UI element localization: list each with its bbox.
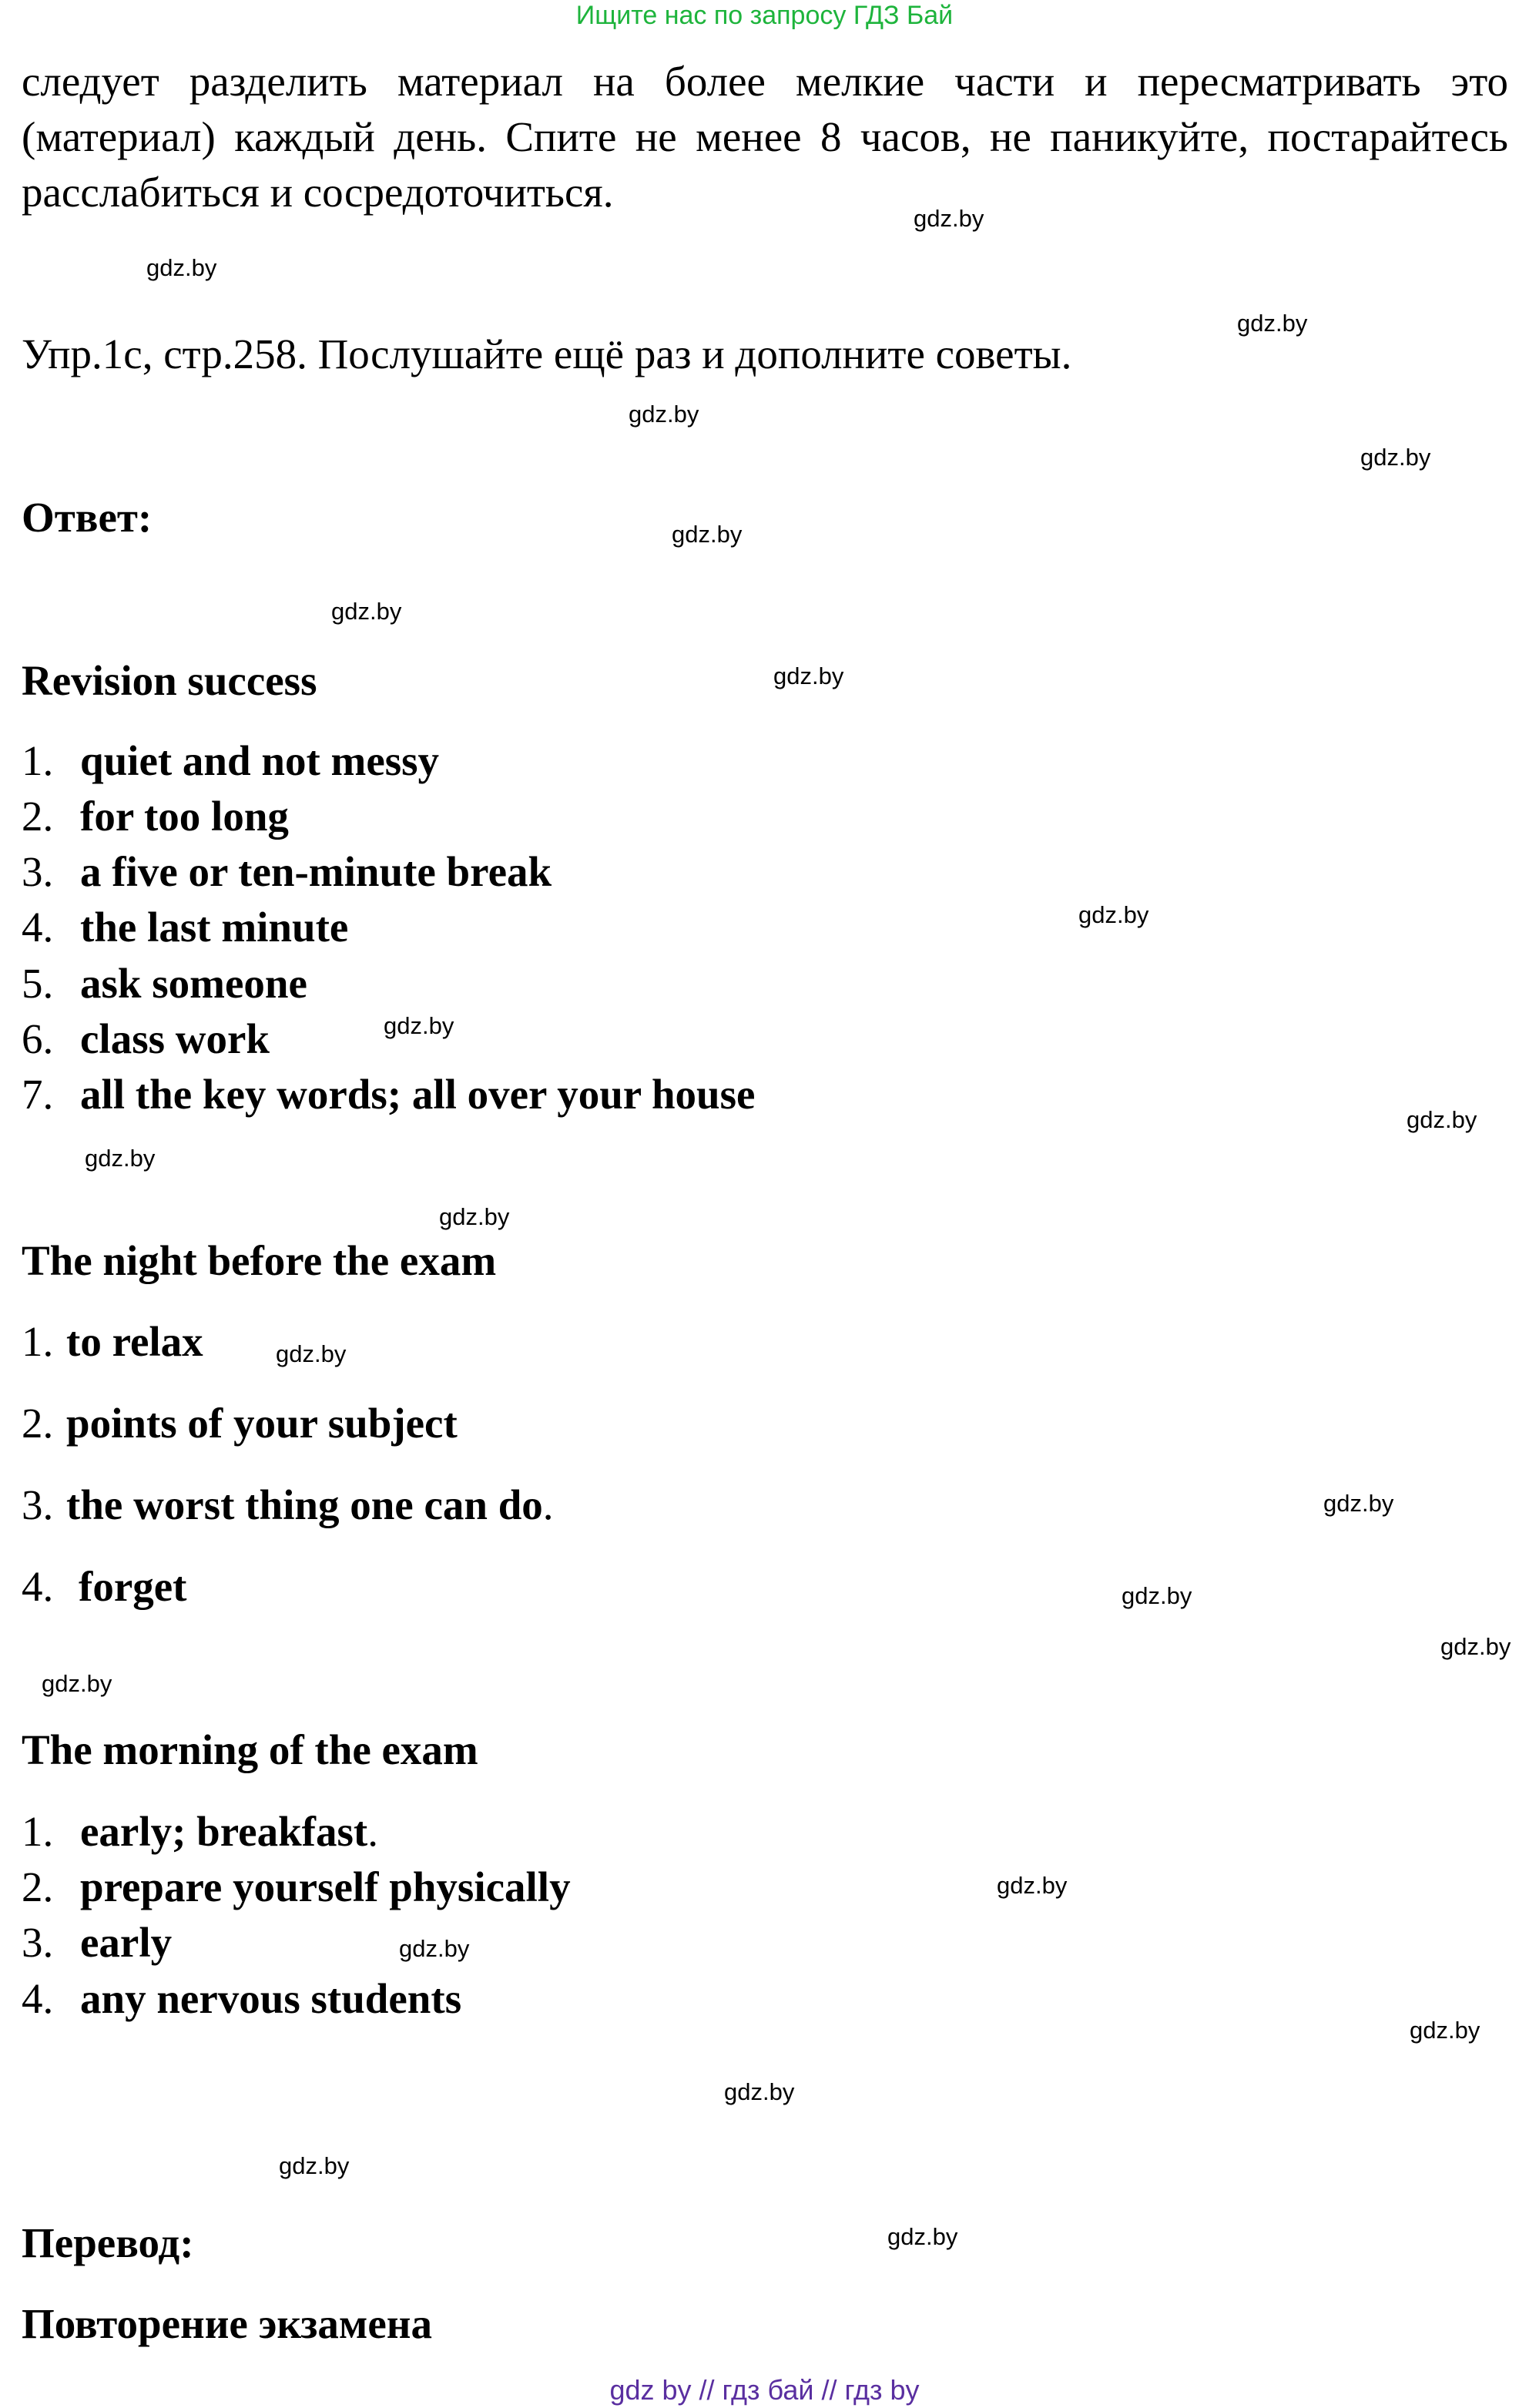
watermark: gdz.by [1237,310,1308,337]
exercise-heading: Упр.1с, стр.258. Послушайте ещё раз и дополните советы. [22,330,1072,377]
list-item: 3. the worst thing one can do. [22,1481,554,1528]
watermark: gdz.by [1122,1582,1192,1609]
list-item: 7. all the key words; all over your house [22,1071,756,1118]
intro-line-1: следует разделить материал на более мелкие части и пересматривать это [22,58,1508,105]
intro-line-2: (материал) каждый день. Спите не менее 8 часов, не паникуйте, постарайтесь [22,113,1508,160]
translation-heading: Повторение экзамена [22,2300,432,2347]
intro-paragraph [22,54,1508,220]
watermark: gdz.by [85,1145,156,1172]
list-item: 1. quiet and not messy [22,737,440,784]
list-item: 2. prepare yourself physically [22,1863,571,1910]
section-title-night-before: The night before the exam [22,1237,497,1284]
list-item: 3. early [22,1919,173,1966]
list-item: 5. ask someone [22,960,307,1007]
watermark: gdz.by [1323,1490,1394,1517]
watermark: gdz.by [331,598,402,625]
list-item: 4. the last minute [22,904,349,951]
list-item: 2. points of your subject [22,1400,458,1447]
watermark: gdz.by [399,1935,470,1962]
footer-links[interactable]: gdz by // гдз бай // гдз by [609,2374,920,2406]
watermark: gdz.by [279,2152,350,2179]
watermark: gdz.by [1407,1106,1477,1133]
section-title-morning-of: The morning of the exam [22,1726,478,1773]
watermark: gdz.by [146,254,217,281]
list-item: 4. forget [22,1563,187,1610]
list-item: 4. any nervous students [22,1975,462,2022]
list-item: 1. early; breakfast. [22,1808,378,1855]
watermark: gdz.by [1410,2017,1480,2044]
watermark: gdz.by [42,1670,112,1697]
list-item: 1. to relax [22,1318,203,1365]
watermark: gdz.by [724,2078,795,2105]
watermark: gdz.by [1440,1633,1511,1660]
watermark: gdz.by [887,2223,958,2250]
watermark: gdz.by [1078,901,1149,928]
watermark: gdz.by [439,1203,510,1230]
watermark: gdz.by [629,401,699,428]
watermark: gdz.by [997,1872,1068,1899]
watermark: gdz.by [773,662,844,689]
list-item: 3. a five or ten-minute break [22,848,552,895]
watermark: gdz.by [384,1012,454,1039]
watermark: gdz.by [672,521,743,548]
watermark: gdz.by [914,205,984,232]
intro-line-3: расслабиться и сосредоточиться. [22,169,614,216]
translation-label: Перевод: [22,2219,194,2266]
watermark: gdz.by [1360,444,1431,471]
list-item: 2. for too long [22,793,289,840]
answer-label: Ответ: [22,494,153,541]
top-banner[interactable]: Ищите нас по запросу ГДЗ Бай [575,1,954,30]
watermark: gdz.by [276,1340,347,1367]
list-item: 6. class work [22,1015,270,1062]
section-title-revision-success: Revision success [22,657,317,704]
